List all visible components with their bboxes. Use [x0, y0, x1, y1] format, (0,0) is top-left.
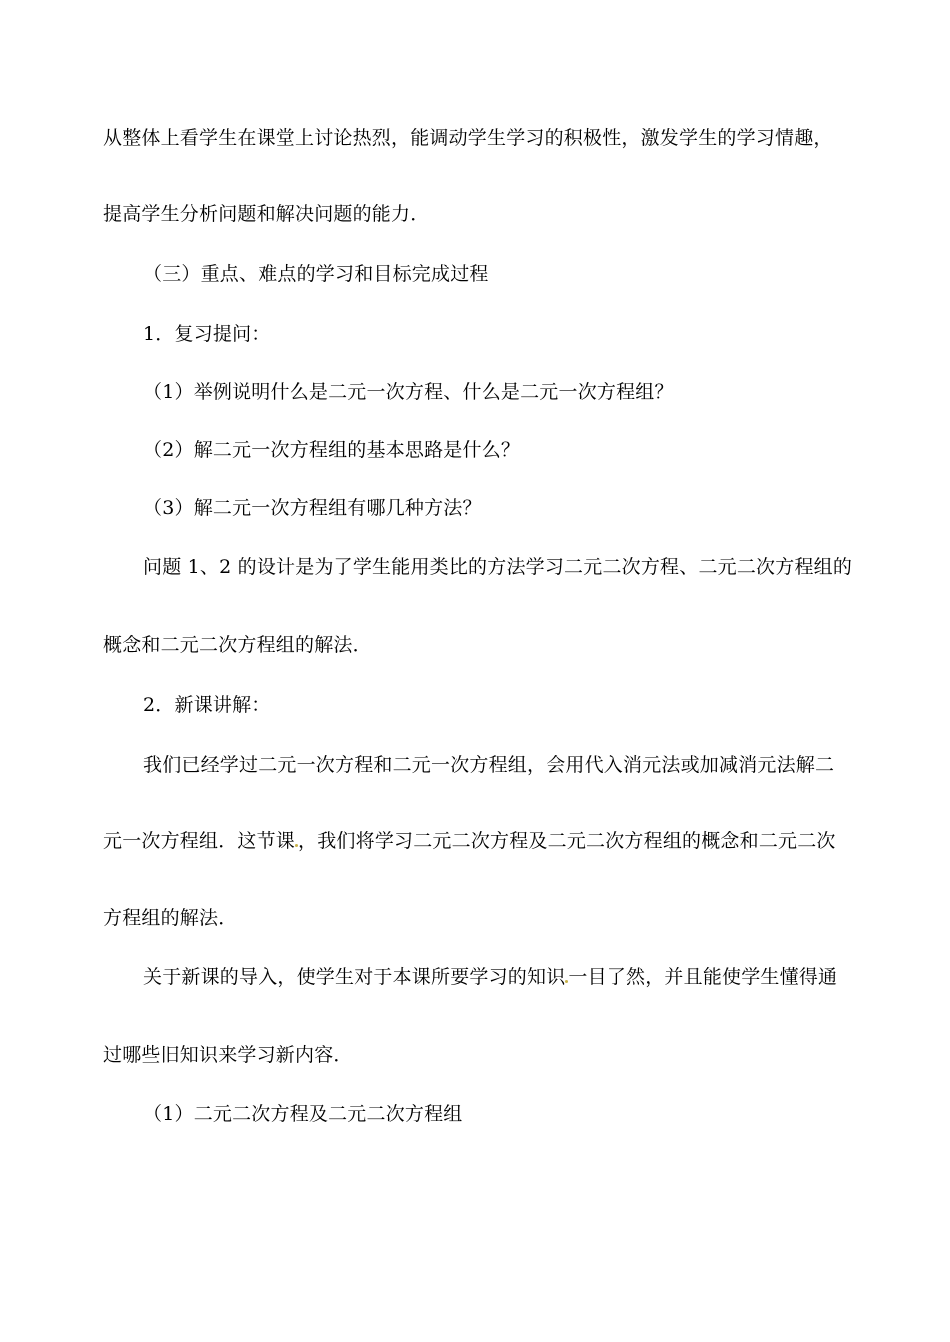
paragraph-2-line-1: 问题 1、2 的设计是为了学生能用类比的方法学习二元二次方程、二元二次方程组的 — [143, 556, 853, 578]
paragraph-3-line-3: 方程组的解法． — [103, 907, 238, 929]
paragraph-4-line-1-part-b: 习的知识 — [488, 966, 566, 988]
paragraph-1-line-1: 从整体上看学生在课堂上讨论热烈，能调动学生学习的积极性，激发学生的学习情趣， — [103, 127, 833, 149]
paragraph-2-line-2: 概念和二元二次方程组的解法． — [103, 634, 372, 656]
question-1: （1）举例说明什么是二元一次方程、什么是二元一次方程组？ — [143, 381, 674, 403]
item-1-heading: 1．复习提问： — [143, 323, 271, 345]
subsection-1-heading: （1）二元二次方程及二元二次方程组 — [143, 1103, 463, 1125]
question-2: （2）解二元一次方程组的基本思路是什么？ — [143, 439, 521, 461]
paragraph-3-line-2 — [103, 829, 836, 853]
paragraph-4-line-1-part-a: 关于新课的导入，使学生对于本课所要学 — [143, 966, 489, 988]
section-3-heading: （三）重点、难点的学习和目标完成过程 — [143, 263, 489, 285]
paragraph-3-line-2-part-b: ，我们将学习二元二次方程及二元二次方程组的概念和二元二次 — [298, 830, 836, 852]
paragraph-4-line-1-part-c: 一目了然，并且能使学生懂得通 — [568, 966, 838, 988]
item-2-heading: 2．新课讲解： — [143, 694, 271, 716]
paragraph-1-line-2: 提高学生分析问题和解决问题的能力． — [103, 203, 430, 225]
question-3: （3）解二元一次方程组有哪几种方法？ — [143, 497, 482, 519]
paragraph-4-line-2: 过哪些旧知识来学习新内容． — [103, 1044, 353, 1066]
paragraph-4-line-1 — [143, 965, 837, 989]
paragraph-3-line-1: 我们已经学过二元一次方程和二元一次方程组，会用代入消元法或加减消元法解二 — [143, 754, 835, 776]
paragraph-3-line-2-part-a: 元一次方程组．这节课 — [103, 830, 296, 852]
